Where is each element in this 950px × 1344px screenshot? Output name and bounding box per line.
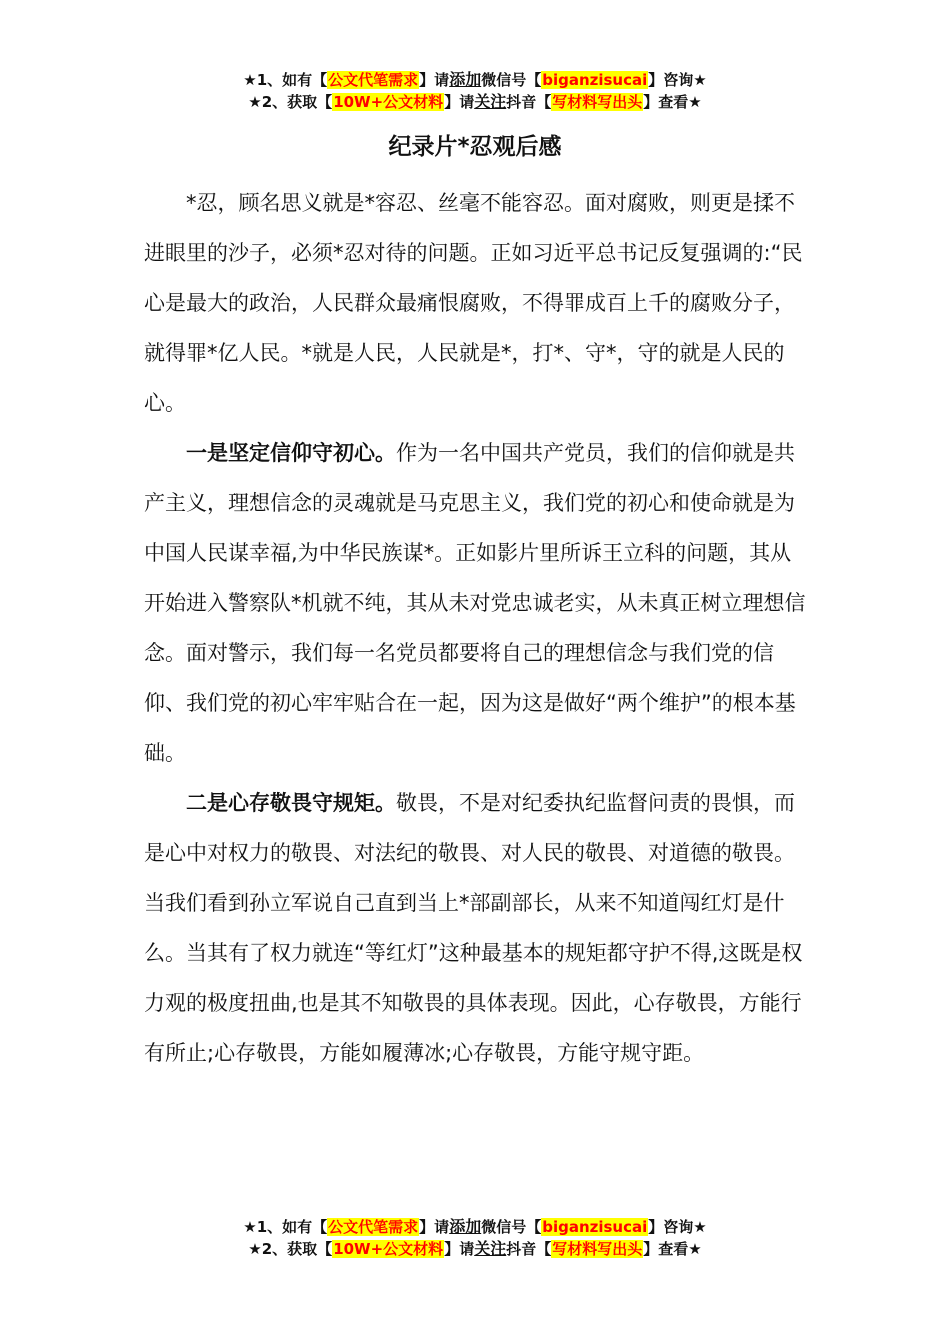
banner-underline: 添加 [449,1217,482,1236]
banner-text: ★1、如有【 [243,1218,328,1236]
banner-highlight: 10W+公文材料 [333,1240,444,1258]
banner-highlight: 写材料写出头 [552,93,643,111]
footer-banner [0,1216,950,1260]
banner-text: 】查看★ [643,1240,702,1258]
banner-text: 抖音【 [506,1240,552,1258]
banner-highlight: biganzisucai [542,71,648,89]
paragraph-text: *忍，顾名思义就是*容忍、丝毫不能容忍。面对腐败，则更是揉不进眼里的沙子，必须*忍对待的问题。正如习近平总书记反复强调的:“民心是最大的政治，人民群众最痛恨腐败，不得罪成百上千的腐败分子，就得罪*亿人民。*就是人民，人民就是*，打*、守*，守的就是人民的心。 [144,191,803,415]
banner-text: ★2、获取【 [248,1240,333,1258]
document-title: 纪录片*忍观后感 [388,134,562,160]
banner-highlight: 写材料写出头 [552,1240,643,1258]
banner-highlight: 10W+公文材料 [333,93,444,111]
banner-highlight: 公文代笔需求 [328,1218,419,1236]
document-body [144,178,806,1078]
banner-underline: 关注 [474,92,507,111]
banner-line-1 [0,1216,950,1238]
banner-text: 微信号【 [481,1218,542,1236]
banner-text: 】咨询★ [648,71,707,89]
banner-text: ★2、获取【 [248,93,333,111]
banner-line-1 [0,69,950,91]
paragraph-point-2 [144,778,806,1078]
banner-text: 】请 [444,93,475,111]
banner-underline: 关注 [474,1239,507,1258]
banner-text: 】咨询★ [648,1218,707,1236]
banner-text: 抖音【 [506,93,552,111]
paragraph-intro [144,178,806,428]
header-banner [0,69,950,113]
banner-text: 】请 [419,1218,450,1236]
banner-text: 微信号【 [481,71,542,89]
banner-text: ★1、如有【 [243,71,328,89]
banner-underline: 添加 [449,70,482,89]
banner-line-2 [0,1238,950,1260]
paragraph-text: 作为一名中国共产党员，我们的信仰就是共产主义，理想信念的灵魂就是马克思主义，我们党的初心和使命就是为中国人民谋幸福,为中华民族谋*。正如影片里所诉王立科的问题，其从开始进入警察队*机就不纯，其从未对党忠诚老实，从未真正树立理想信念。面对警示，我们每一名党员都要将自己的理想信念与我们党的信仰、我们党的初心牢牢贴合在一起，因为这是做好“两个维护”的根本基础。 [144,441,806,765]
paragraph-point-1 [144,428,806,778]
banner-highlight: biganzisucai [542,1218,648,1236]
banner-line-2 [0,91,950,113]
paragraph-lead: 二是心存敬畏守规矩。 [186,791,396,815]
banner-highlight: 公文代笔需求 [328,71,419,89]
paragraph-text: 敬畏，不是对纪委执纪监督问责的畏惧，而是心中对权力的敬畏、对法纪的敬畏、对人民的敬畏、对道德的敬畏。当我们看到孙立军说自己直到当上*部副部长，从来不知道闯红灯是什么。当其有了权力就连“等红灯”这种最基本的规矩都守护不得,这既是权力观的极度扭曲,也是其不知敬畏的具体表现。因此，心存敬畏，方能行有所止;心存敬畏，方能如履薄冰;心存敬畏，方能守规守距。 [144,791,803,1065]
paragraph-lead: 一是坚定信仰守初心。 [186,441,396,465]
banner-text: 】请 [444,1240,475,1258]
banner-text: 】查看★ [643,93,702,111]
banner-text: 】请 [419,71,450,89]
